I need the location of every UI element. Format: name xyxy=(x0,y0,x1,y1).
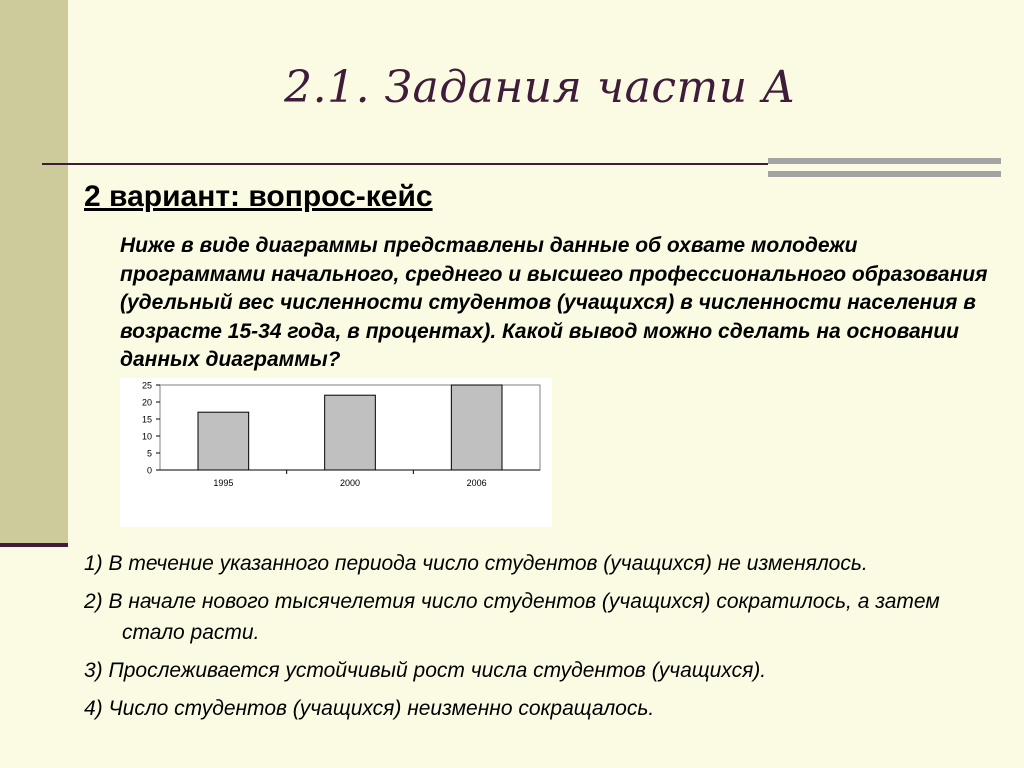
y-tick-label: 20 xyxy=(141,397,152,408)
question-text: Ниже в виде диаграммы представлены данные об охвате молодежи программами начального, среднего и высшего профессионального образования (удельный вес численности студентов (учащихся) в численности населения в возрасте 15-34 года, в процентах). Какой вывод можно сделать на основании данных диаграммы? xyxy=(120,234,988,371)
bar-2000 xyxy=(325,395,376,470)
decorative-side-rule xyxy=(0,543,68,547)
bar-chart xyxy=(120,378,552,527)
y-tick-label: 10 xyxy=(141,431,152,442)
answer-option-1[interactable]: 1) В течение указанного периода число студентов (учащихся) не изменялось. xyxy=(84,552,868,575)
variant-heading: 2 вариант: вопрос-кейс xyxy=(84,180,433,213)
y-tick-label: 0 xyxy=(146,465,152,476)
answer-option-2[interactable]: 2) В начале нового тысячелетия число студентов (учащихся) сократилось, а затем стало расти. xyxy=(84,590,940,644)
x-tick-label: 2006 xyxy=(466,478,487,488)
title-divider-bars xyxy=(768,158,1001,180)
y-tick-label: 5 xyxy=(146,448,152,459)
bar-2006 xyxy=(451,385,502,470)
answer-option-4[interactable]: 4) Число студентов (учащихся) неизменно сокращалось. xyxy=(84,697,655,720)
title-divider xyxy=(42,163,768,165)
bar-chart-svg xyxy=(120,378,552,527)
x-tick-label: 1995 xyxy=(213,478,234,488)
x-tick-label: 2000 xyxy=(339,478,361,488)
slide-title: 2.1. Задания части А xyxy=(284,62,796,113)
bar-1995 xyxy=(198,412,249,470)
y-tick-label: 15 xyxy=(141,414,152,425)
y-tick-label: 25 xyxy=(141,380,152,391)
answer-option-3[interactable]: 3) Прослеживается устойчивый рост числа студентов (учащихся). xyxy=(84,659,767,682)
answer-list xyxy=(84,548,984,731)
